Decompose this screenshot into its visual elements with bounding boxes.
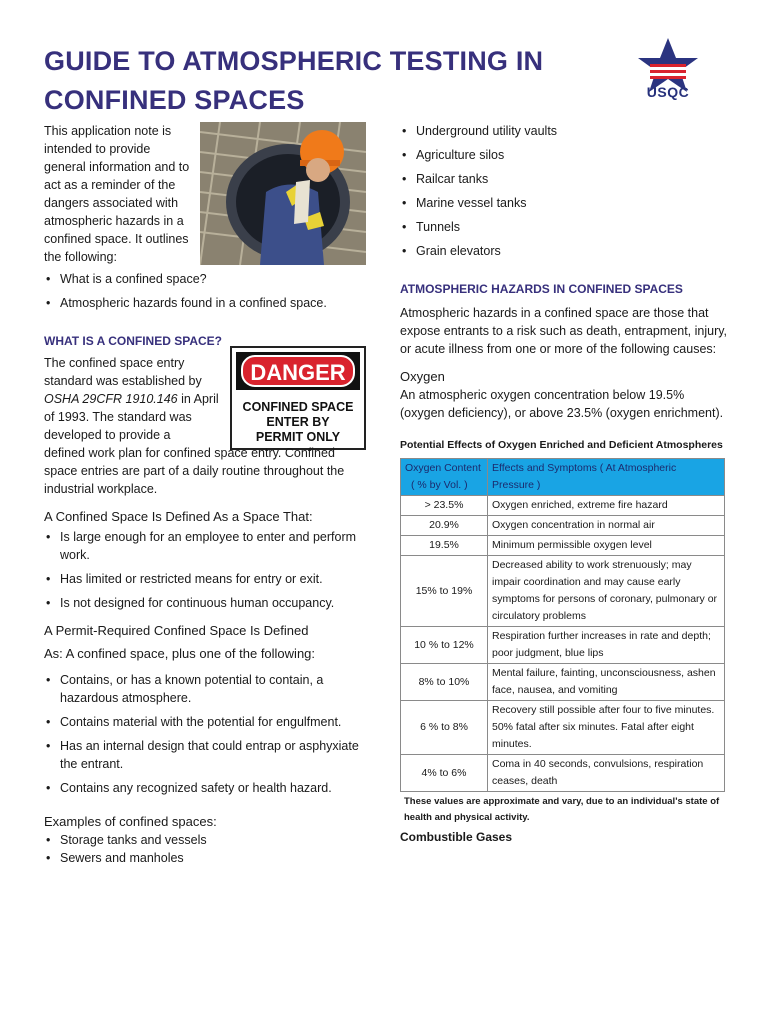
column-header-oxygen-content: Oxygen Content ( % by Vol. ) — [401, 459, 488, 496]
list-item: • Tunnels — [400, 218, 730, 236]
list-item: • Underground utility vaults — [400, 122, 730, 140]
section-heading-hazards: ATMOSPHERIC HAZARDS IN CONFINED SPACES — [400, 282, 683, 296]
table-row: > 23.5% Oxygen enriched, extreme fire hazard — [401, 496, 725, 516]
list-item: • Atmospheric hazards found in a confined space. — [44, 294, 362, 312]
section-heading-permit: A Permit-Required Confined Space Is Defined — [44, 623, 309, 638]
danger-sign-line2: ENTER BY — [266, 415, 330, 429]
section-heading-what-is: WHAT IS A CONFINED SPACE? — [44, 334, 222, 348]
table-note: These values are approximate and vary, due to an individual's state of health and physical activity. — [404, 796, 720, 823]
list-item: • Agriculture silos — [400, 146, 730, 164]
table-row: 8% to 10% Mental failure, fainting, unconsciousness, ashen face, nausea, and vomiting — [401, 664, 725, 701]
list-item: • Contains any recognized safety or health hazard. — [44, 779, 362, 797]
table-row: 19.5% Minimum permissible oxygen level — [401, 536, 725, 556]
osha-reference: OSHA 29CFR 1910.146 — [44, 392, 178, 406]
section-heading-combustible: Combustible Gases — [400, 830, 513, 844]
column-header-effects: Effects and Symptoms ( At Atmospheric Pressure ) — [488, 459, 725, 496]
danger-sign-line1: CONFINED SPACE — [242, 400, 354, 414]
list-item: • Is large enough for an employee to enter and perform work. — [44, 528, 362, 564]
defined-bullets — [44, 528, 362, 612]
permit-bullets — [44, 671, 362, 797]
oxygen-heading: Oxygen — [400, 369, 445, 384]
oxygen-paragraph: An atmospheric oxygen concentration below 19.5% (oxygen deficiency), or above 23.5% (oxygen enrichment). — [400, 388, 724, 420]
danger-sign-line3: PERMIT ONLY — [255, 430, 341, 444]
what-is-paragraph: The confined space entry standard was established by OSHA 29CFR 1910.146 in April of 1993. The standard was developed to provide a — [44, 356, 219, 442]
list-item: • Grain elevators — [400, 242, 730, 260]
list-item: • Storage tanks and vessels — [44, 831, 362, 849]
danger-sign-header: DANGER — [250, 360, 346, 385]
section-heading-examples: Examples of confined spaces: — [44, 814, 217, 829]
table-row: 6 % to 8% Recovery still possible after four to five minutes. 50% fatal after six minutes. Fatal after eight minutes. — [401, 701, 725, 755]
list-item: • Contains, or has a known potential to contain, a hazardous atmosphere. — [44, 671, 362, 707]
page-title: GUIDE TO ATMOSPHERIC TESTING IN CONFINED SPACES — [44, 46, 544, 115]
list-item: • What is a confined space? — [44, 270, 362, 288]
table-row: 15% to 19% Decreased ability to work strenuously; may impair coordination and may cause early symptoms for persons of coronary, pulmonary or circulatory problems — [401, 556, 725, 627]
section-heading-defined: A Confined Space Is Defined As a Space That: — [44, 509, 313, 524]
intro-bullets — [44, 270, 362, 312]
table-caption: Potential Effects of Oxygen Enriched and Deficient Atmospheres — [400, 439, 723, 451]
oxygen-effects-table — [400, 458, 725, 792]
table-row: 10 % to 12% Respiration further increases in rate and depth; poor judgment, blue lips — [401, 627, 725, 664]
permit-subheading: As: A confined space, plus one of the following: — [44, 646, 316, 661]
list-item: • Contains material with the potential for engulfment. — [44, 713, 362, 731]
examples-bullets-right — [400, 122, 730, 260]
left-column — [44, 122, 362, 867]
table-row: 20.9% Oxygen concentration in normal air — [401, 516, 725, 536]
intro-paragraph: This application note is intended to provide general information and to act as a reminder of the dangers associated with atmospheric hazards in a confined space. It outlines the following: — [44, 124, 190, 264]
hazards-paragraph: Atmospheric hazards in a confined space are those that expose entrants to a risk such as death, entrapment, injury, or acute illness from one or more of the following causes: — [400, 306, 728, 356]
table-header-row — [401, 459, 725, 496]
list-item: • Is not designed for continuous human occupancy. — [44, 594, 362, 612]
list-item: • Marine vessel tanks — [400, 194, 730, 212]
table-row: 4% to 6% Coma in 40 seconds, convulsions, respiration ceases, death — [401, 755, 725, 792]
list-item: • Sewers and manholes — [44, 849, 362, 867]
right-column — [400, 122, 730, 846]
list-item: • Has an internal design that could entrap or asphyxiate the entrant. — [44, 737, 362, 773]
list-item: • Railcar tanks — [400, 170, 730, 188]
list-item: • Has limited or restricted means for entry or exit. — [44, 570, 362, 588]
what-is-paragraph-cont: defined work plan for confined space entry. Confined space entries are part of a daily routine throughout the industrial workplace. — [44, 446, 345, 496]
logo-text: USQC — [646, 84, 690, 100]
examples-bullets-left — [44, 831, 362, 867]
